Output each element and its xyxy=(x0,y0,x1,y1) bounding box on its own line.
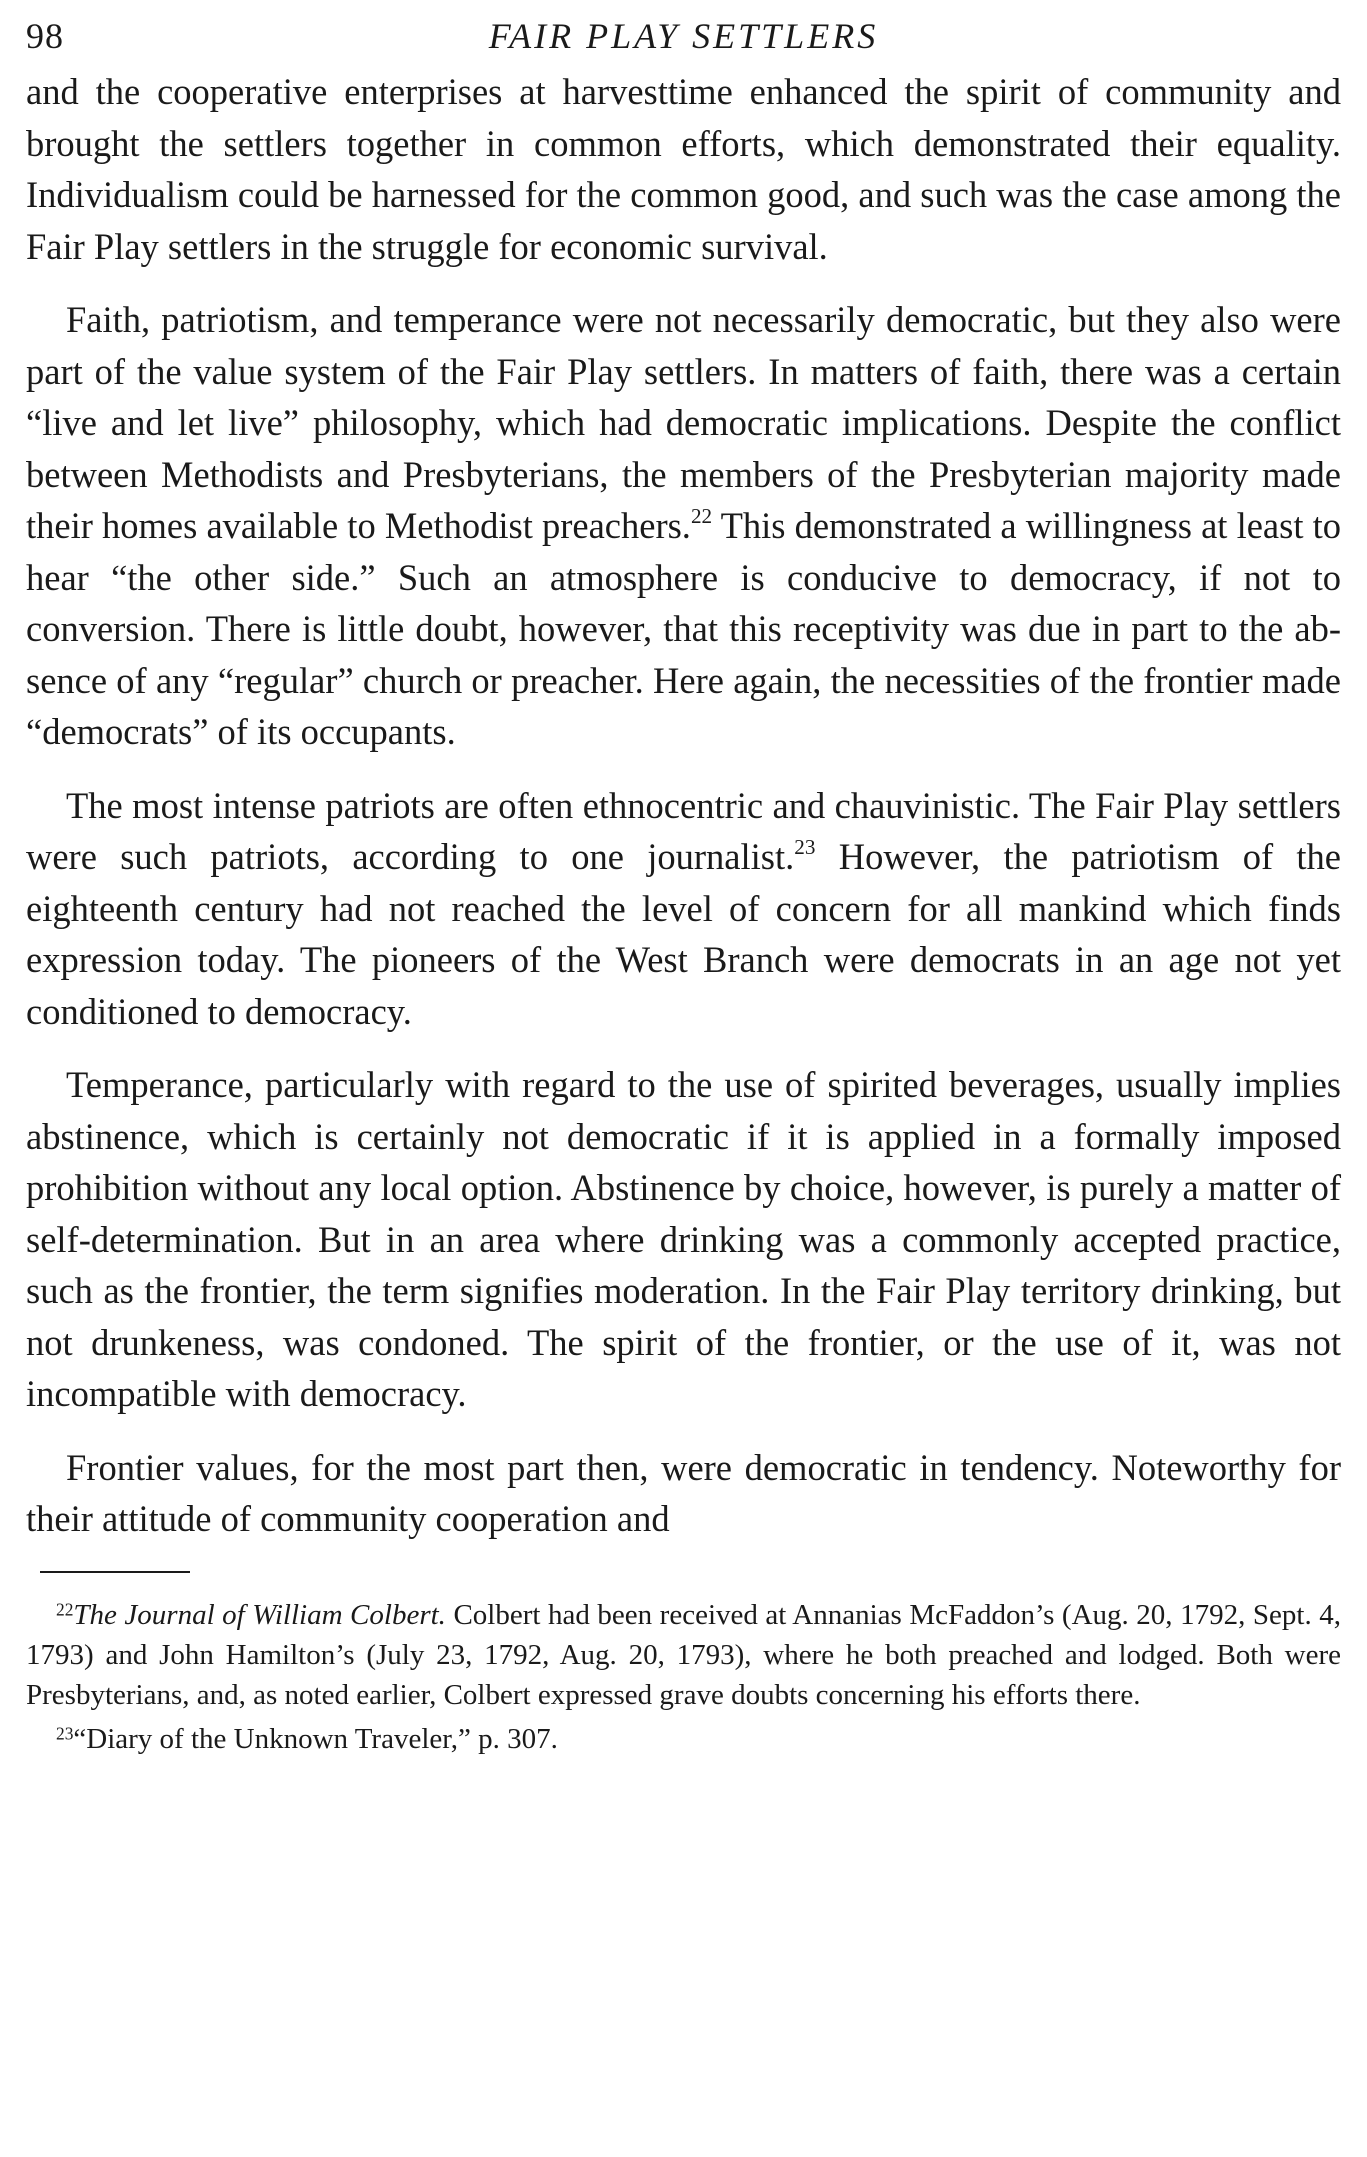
footnote-ref-23[interactable]: 23 xyxy=(794,835,816,860)
paragraph-4: Temperance, particularly with regard to the use of spirited beverages, usually implies abstinence, which is certainly not democratic if it is applied in a formally imposed prohibition without any local option. Abstinence by choice, however, is purely a matter of self-determination. But in an area where drinking was a commonly accepted practice, such as the frontier, the term signifies moderation. In the Fair Play territory drinking, but not drunkeness, was condoned. The spirit of the frontier, or the use of it, was not incompatible with democracy. xyxy=(26,1064,1341,1414)
paragraph-2-text-b: This demonstrated a willingness at least to hear “the other side.” Such an atmosphere is conducive to democracy, if not to conversion. There is little doubt, however, that this receptivity was due in part to the absence of any “regular” church or preacher. Here again, the necessities of the frontier made “democrats” of its occupants. xyxy=(26,505,1341,752)
footnotes xyxy=(26,1595,1341,1759)
paragraph-2-text-a: Faith, patriotism, and temperance were not necessarily democratic, but they also were part of the value system of the Fair Play settlers. In matters of faith, there was a certain “live and let live” philosophy, which had democratic implications. Despite the conflict between Methodists and Presbyterians, the members of the Presbyterian majority made their homes available to Methodist preachers. xyxy=(26,299,1341,546)
footnote-22-source-title: The Journal of William Colbert. xyxy=(73,1598,446,1631)
footnote-23-text: “Diary of the Unknown Traveler,” p. 307. xyxy=(73,1722,558,1755)
paragraph-1: and the cooperative enterprises at harvesttime enhanced the spirit of community and brought the settlers together in common efforts, which demonstrated their equality. Individualism could be harnessed for the common good, and such was the case among the Fair Play settlers in the struggle for economic survival. xyxy=(26,71,1341,267)
page-number: 98 xyxy=(26,16,64,56)
body-text xyxy=(26,66,1341,1545)
running-head xyxy=(26,8,1341,64)
footnote-22 xyxy=(26,1595,1341,1715)
paragraph-2 xyxy=(26,294,1341,758)
footnote-ref-22[interactable]: 22 xyxy=(690,504,713,529)
paragraph-5: Frontier values, for the most part then, were democratic in tendency. Noteworthy for their attitude of community cooperation and xyxy=(26,1446,1341,1539)
footnote-23-marker: 23 xyxy=(56,1722,74,1743)
footnote-23 xyxy=(26,1719,1341,1759)
book-page xyxy=(26,8,1341,1763)
paragraph-3 xyxy=(26,780,1341,1038)
footnote-divider xyxy=(40,1571,190,1573)
footnote-22-text: Colbert had been received at Annanias McFaddon’s (Aug. 20, 1792, Sept. 4, 1793) and John Hamilton’s (July 23, 1792, Aug. 20, 1793), where he both preached and lodged. Both were Presbyterians, and, as noted earlier, Colbert expressed grave doubts concerning his efforts there. xyxy=(26,1598,1341,1711)
paragraph-3-text-b: However, the patriotism of the eighteenth century had not reached the level of concern for all mankind which finds expression today. The pioneers of the West Branch were democrats in an age not yet conditioned to democracy. xyxy=(26,836,1341,1032)
footnote-22-marker: 22 xyxy=(56,1598,74,1619)
running-title: FAIR PLAY SETTLERS xyxy=(488,16,879,56)
paragraph-3-text-a: The most intense patriots are often ethnocentric and chauvinistic. The Fair Play settlers were such patriots, according to one journalist. xyxy=(26,784,1341,877)
